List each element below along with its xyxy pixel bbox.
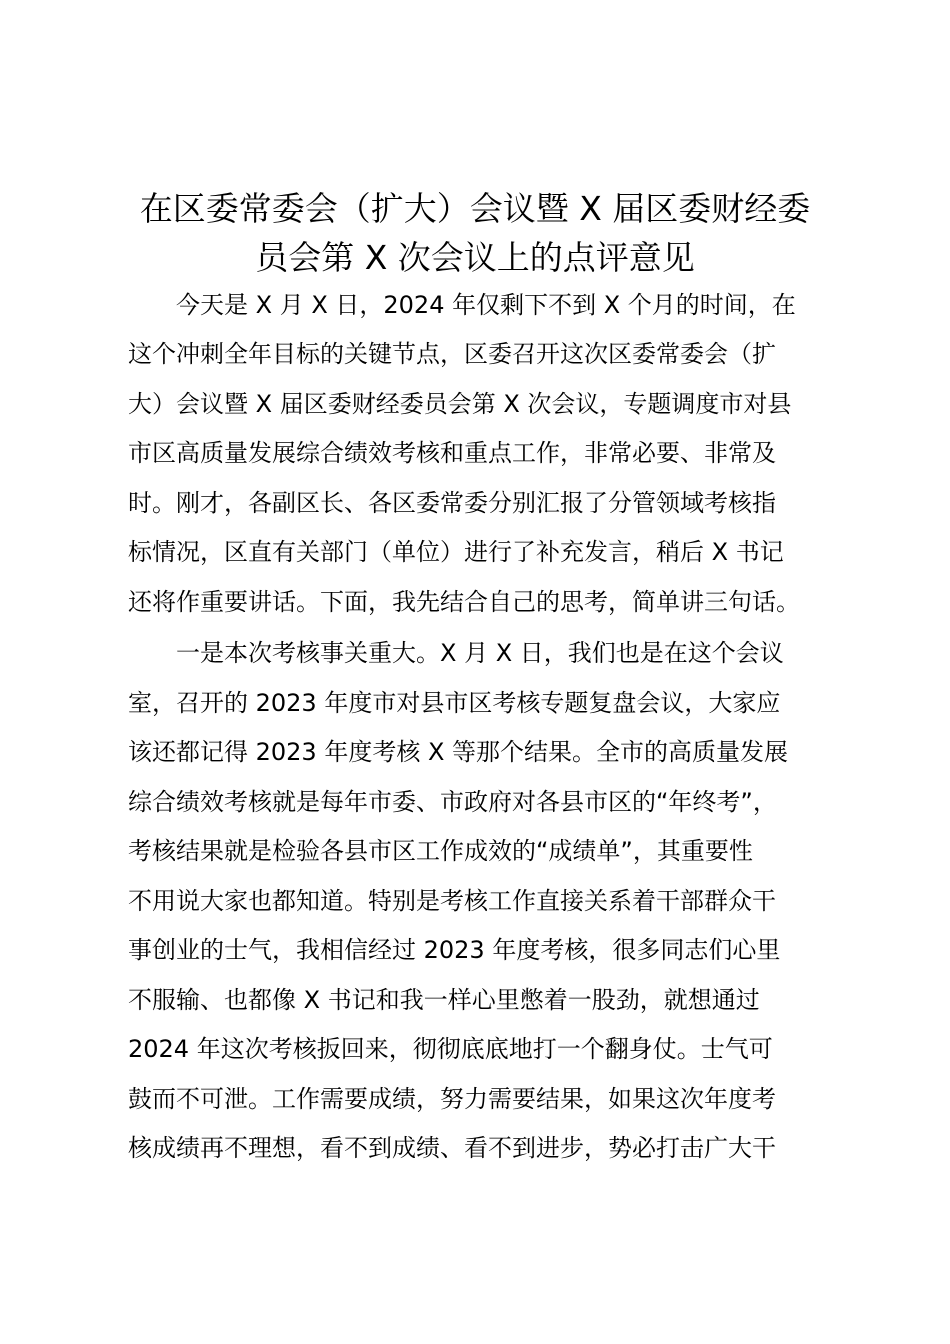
paragraph-1-line-4: 市区高质量发展综合绩效考核和重点工作，非常必要、非常及 xyxy=(128,439,776,467)
paragraph-1-line-7: 还将作重要讲话。下面，我先结合自己的思考，简单讲三句话。 xyxy=(128,588,800,616)
document-title-line-2: 员会第 X 次会议上的点评意见 xyxy=(255,238,695,277)
paragraph-1-line-3: 大）会议暨 X 届区委财经委员会第 X 次会议，专题调度市对县 xyxy=(128,390,792,418)
paragraph-2-line-5: 考核结果就是检验各县市区工作成效的“成绩单”，其重要性 xyxy=(128,837,753,865)
paragraph-1-line-5: 时。刚才，各副区长、各区委常委分别汇报了分管领域考核指 xyxy=(128,489,776,517)
paragraph-1-line-6: 标情况，区直有关部门（单位）进行了补充发言，稍后 X 书记 xyxy=(128,538,784,566)
paragraph-2-line-8: 不服输、也都像 X 书记和我一样心里憋着一股劲，就想通过 xyxy=(128,986,760,1014)
paragraph-2-line-10: 鼓而不可泄。工作需要成绩，努力需要结果，如果这次年度考 xyxy=(128,1085,776,1113)
paragraph-2-line-2: 室，召开的 2023 年度市对县市区考核专题复盘会议，大家应 xyxy=(128,689,781,717)
paragraph-2-line-1: 一是本次考核事关重大。X 月 X 日，我们也是在这个会议 xyxy=(176,639,784,667)
paragraph-2-line-11: 核成绩再不理想，看不到成绩、看不到进步，势必打击广大干 xyxy=(128,1134,776,1162)
paragraph-2-line-7: 事创业的士气，我相信经过 2023 年度考核，很多同志们心里 xyxy=(128,936,781,964)
paragraph-2-line-9: 2024 年这次考核扳回来，彻彻底底地打一个翻身仗。士气可 xyxy=(128,1035,773,1063)
paragraph-2-line-6: 不用说大家也都知道。特别是考核工作直接关系着干部群众干 xyxy=(128,887,776,915)
paragraph-2-line-3: 该还都记得 2023 年度考核 X 等那个结果。全市的高质量发展 xyxy=(128,738,789,766)
document-title-line-1: 在区委常委会（扩大）会议暨 X 届区委财经委 xyxy=(139,189,811,228)
paragraph-1-line-2: 这个冲刺全年目标的关键节点，区委召开这次区委常委会（扩 xyxy=(128,340,776,368)
paragraph-1-line-1: 今天是 X 月 X 日，2024 年仅剩下不到 X 个月的时间，在 xyxy=(176,291,796,319)
paragraph-2-line-4: 综合绩效考核就是每年市委、市政府对各县市区的“年终考”， xyxy=(128,788,777,816)
